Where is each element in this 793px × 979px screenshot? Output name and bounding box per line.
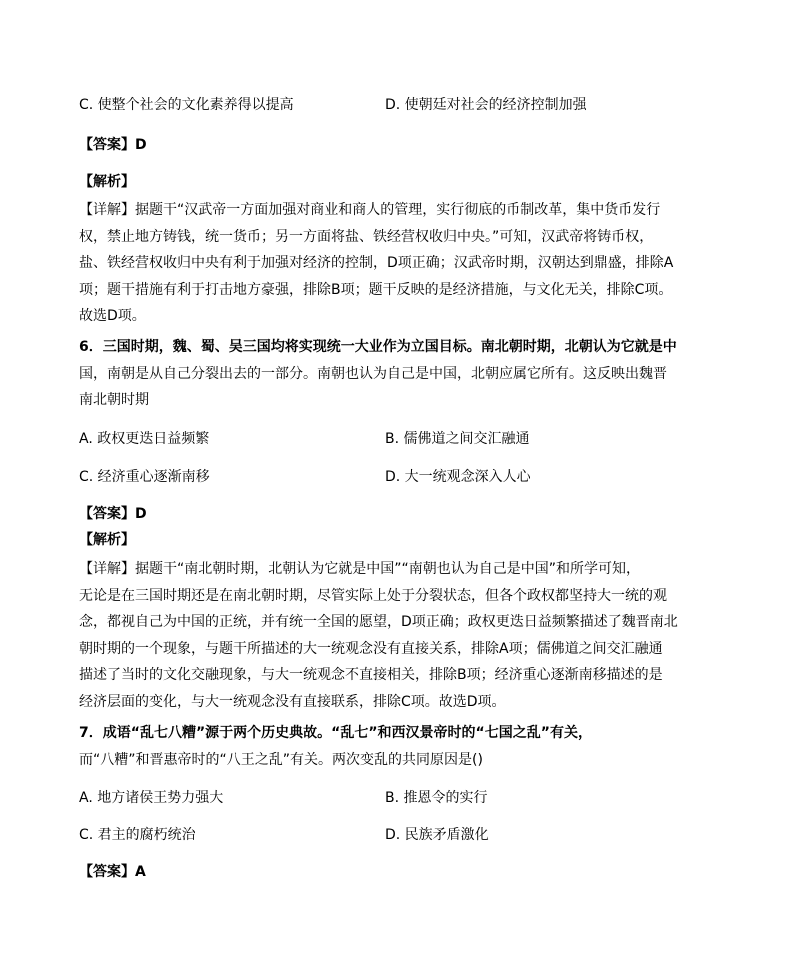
q7-stem	[79, 720, 715, 773]
q7-option-a: A. 地方诸侯王势力强大	[79, 790, 224, 806]
q6-detail-line: 经济层面的变化，与大一统观念没有直接联系，排除C项。故选D项。	[79, 693, 506, 710]
q5-detail-line: 故选D项。	[79, 308, 146, 325]
q6-detail	[79, 556, 715, 716]
q5-detail-line: 权，禁止地方铸钱，统一货币；另一方面将盐、铁经营权收归中央。”可知，汉武帝将铸币权，	[79, 228, 654, 245]
q6-analysis-label: 【解析】	[79, 532, 135, 548]
q5-option-d: D. 使朝廷对社会的经济控制加强	[385, 97, 587, 113]
q5-detail-line: 盐、铁经营权收归中央有利于加强对经济的控制，D项正确；汉武帝时期，汉朝达到鼎盛，排除A	[79, 255, 674, 272]
q6-detail-line: 念，都视自己为中国的正统，并有统一全国的愿望，D项正确；政权更迭日益频繁描述了魏晋南北	[79, 614, 678, 631]
q6-detail-line: 【详解】据题干“南北朝时期，北朝认为它就是中国”“南朝也认为自己是中国”和所学可知，	[79, 561, 641, 577]
q6-option-c: C. 经济重心逐渐南移	[79, 469, 210, 485]
q7-option-b: B. 推恩令的实行	[385, 790, 488, 806]
q7-answer: 【答案】A	[79, 864, 146, 880]
q6-answer: 【答案】D	[79, 506, 147, 522]
q5-option-c: C. 使整个社会的文化素养得以提高	[79, 97, 294, 113]
q5-detail-line: 【详解】据题干“汉武帝一方面加强对商业和商人的管理，实行彻底的币制改革，集中货币发行	[79, 202, 661, 218]
q6-option-b: B. 儒佛道之间交汇融通	[385, 431, 530, 447]
q5-answer: 【答案】D	[79, 137, 147, 153]
q6-stem	[79, 334, 715, 414]
q6-stem-line: 国，南朝是从自己分裂出去的一部分。南朝也认为自己是中国，北朝应属它所有。这反映出魏晋	[79, 365, 667, 382]
q6-stem-line: 南北朝时期	[79, 392, 149, 409]
q7-option-c: C. 君主的腐朽统治	[79, 827, 196, 843]
q6-option-a: A. 政权更迭日益频繁	[79, 431, 210, 447]
q6-detail-line: 描述了当时的文化交融现象，与大一统观念不直接相关，排除B项；经济重心逐渐南移描述的是	[79, 667, 663, 684]
q7-stem-line: 而“八糟”和晋惠帝时的“八王之乱”有关。两次变乱的共同原因是()	[79, 751, 483, 768]
q6-stem-line: 6．三国时期，魏、蜀、吴三国均将实现统一大业作为立国目标。南北朝时期，北朝认为它就是中	[79, 339, 677, 355]
q5-detail-line: 项；题干措施有利于打击地方豪强，排除B项；题干反映的是经济措施，与文化无关，排除C项。	[79, 281, 673, 298]
q6-detail-line: 朝时期的一个现象，与题干所描述的大一统观念没有直接关系，排除A项；儒佛道之间交汇融通	[79, 640, 663, 657]
q5-detail	[79, 197, 715, 330]
q5-analysis-label: 【解析】	[79, 174, 135, 190]
q6-option-d: D. 大一统观念深入人心	[385, 469, 531, 485]
q7-stem-line: 7．成语“乱七八糟”源于两个历史典故。“乱七”和西汉景帝时的“七国之乱”有关，	[79, 725, 592, 741]
q6-detail-line: 无论是在三国时期还是在南北朝时期，尽管实际上处于分裂状态，但各个政权都坚持大一统的观	[79, 587, 667, 604]
q7-option-d: D. 民族矛盾激化	[385, 827, 489, 843]
